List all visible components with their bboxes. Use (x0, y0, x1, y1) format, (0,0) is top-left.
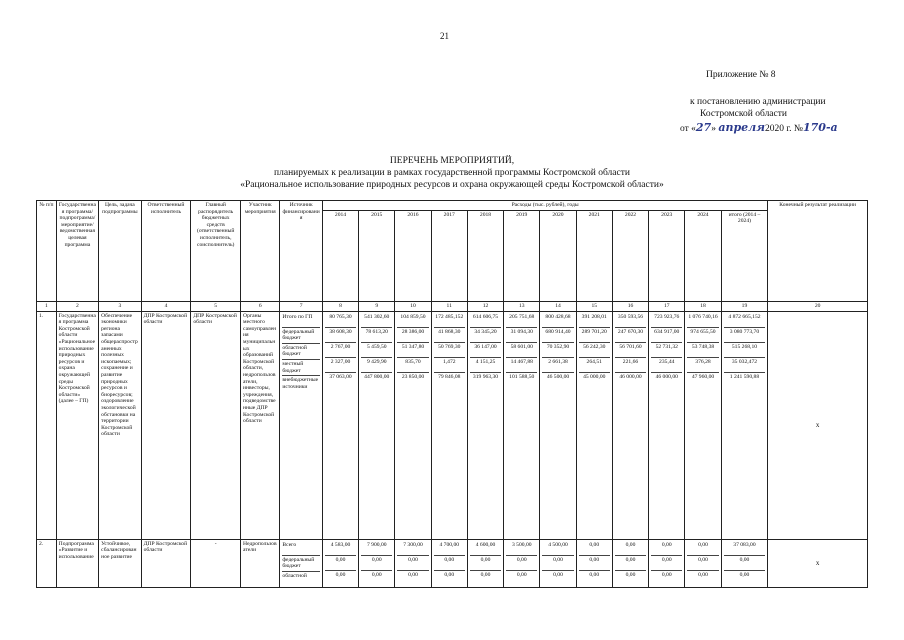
col-number: 9 (359, 302, 395, 312)
header-num: № п/п (37, 201, 57, 302)
amount-value: 101 588,50 (509, 373, 535, 380)
header-participant: Участник мероприятия (241, 201, 280, 302)
amount-value: 46 000,00 (619, 373, 642, 380)
col-number: 18 (685, 302, 721, 312)
document-program-name: «Рациональное использование природных ресурсов и охрана окружающей среды Костромской области» (240, 180, 664, 190)
amount-value: 50 769,30 (434, 343, 465, 358)
col-number: 11 (431, 302, 467, 312)
col-number: 4 (141, 302, 191, 312)
year-values (322, 311, 358, 539)
year-values (685, 311, 721, 539)
col-number: 8 (322, 302, 358, 312)
year-values (540, 311, 576, 539)
amount-value: 2 767,00 (325, 343, 356, 358)
year-header: 2017 (431, 210, 467, 301)
col-number: 12 (467, 302, 503, 312)
amount-value: 36 147,00 (470, 343, 501, 358)
amount-value: 0,00 (335, 571, 346, 578)
amount-value: 0,00 (615, 541, 646, 556)
amount-value: 391 208,01 (579, 313, 610, 328)
program-name: Подпрограмма «Развитие и использование (56, 539, 98, 587)
amount-value: 46 500,00 (546, 373, 570, 380)
amount-value: 800 428,68 (542, 313, 573, 328)
participant: Органы местного самоуправления муниципальных образований Костромской области, недропользователи, инвесторы, учреждения, подведомственные ДПР Костромской области (241, 311, 280, 539)
responsible-executor: ДПР Костромской области (141, 539, 191, 587)
budget-manager: ДПР Костромской области (191, 311, 241, 539)
funding-sources (280, 311, 322, 539)
source-label: Итого по ГП (282, 313, 319, 328)
amount-value: 0,00 (542, 556, 573, 571)
col-number: 5 (191, 302, 241, 312)
col-number: 13 (504, 302, 540, 312)
amount-value: 0,00 (651, 541, 682, 556)
participant: Недропользователи (241, 539, 280, 587)
table-row-subprogram (37, 539, 868, 587)
amount-value: 1 076 740,16 (687, 313, 718, 328)
amount-value: 247 670,30 (615, 328, 646, 343)
year-values (467, 311, 503, 539)
amount-value: 79 846,08 (438, 373, 461, 380)
amount-value: 0,00 (506, 556, 537, 571)
amount-value: 7 900,00 (361, 541, 392, 556)
document-subtitle: планируемых к реализации в рамках государственной программы Костромской области (274, 168, 630, 178)
amount-value: 37 083,00 (724, 541, 766, 556)
source-label: областной бюджет (282, 344, 319, 360)
source-label: Всего (282, 541, 319, 556)
header-responsible: Ответственный исполнитель (141, 201, 191, 302)
amount-value: 0,00 (470, 556, 501, 571)
amount-value: 0,00 (444, 571, 455, 578)
amount-value: 0,00 (397, 556, 428, 571)
activities-table (36, 200, 868, 588)
amount-value: 31 094,30 (506, 328, 537, 343)
amount-value: 0,00 (325, 556, 356, 571)
amount-value: 3 080 773,70 (724, 328, 766, 343)
amount-value: 80 765,30 (325, 313, 356, 328)
date-day: 27 (695, 121, 712, 134)
amount-value: 2 327,00 (325, 358, 356, 373)
year-values (504, 539, 540, 587)
amount-value: 680 914,40 (542, 328, 573, 343)
year-header: 2015 (359, 210, 395, 301)
amount-value: 0,00 (371, 571, 382, 578)
amount-value: 53 748,38 (687, 343, 718, 358)
program-name: Государственная программа Костромской области «Рациональное использование природных ресурсов и охрана окружающей среды Костромской области» (далее – ГП) (56, 311, 98, 539)
appendix-region: Костромской области (700, 109, 787, 119)
amount-value: 0,00 (625, 571, 636, 578)
year-header: 2023 (649, 210, 685, 301)
year-values (431, 539, 467, 587)
responsible-executor: ДПР Костромской области (141, 311, 191, 539)
header-goal: Цель, задача подпрограммы (99, 201, 141, 302)
program-goal: Обеспечение экономики региона запасами общераспространенных полезных ископаемых; сохранение и развитие природных ресурсов и биоресурсов; оздоровление экологической обстановки на территории Костромской области (99, 311, 141, 539)
result-mark: х (768, 539, 868, 587)
amount-value: 4 583,00 (325, 541, 356, 556)
amount-value: 0,00 (480, 571, 491, 578)
row-number: 1. (37, 311, 57, 539)
year-values (431, 311, 467, 539)
document-title: ПЕРЕЧЕНЬ МЕРОПРИЯТИЙ, (389, 156, 515, 166)
year-header: 2022 (612, 210, 648, 301)
amount-value: 0,00 (698, 571, 708, 578)
amount-value: 47 960,00 (691, 373, 715, 380)
year-values (359, 311, 395, 539)
year-header-total: итого (2014 – 2024) (721, 210, 768, 301)
amount-value: 58 601,00 (506, 343, 537, 358)
year-values (612, 311, 648, 539)
year-values (576, 539, 612, 587)
amount-value: 4 151,25 (470, 358, 501, 373)
amount-value: 0,00 (516, 571, 527, 578)
year-values (322, 539, 358, 587)
amount-value: 0,00 (739, 571, 750, 578)
col-number: 16 (612, 302, 648, 312)
col-number: 3 (99, 302, 141, 312)
amount-value: 4 872 665,152 (724, 313, 766, 328)
amount-value: 41 868,30 (434, 328, 465, 343)
amount-value: 45 000,00 (583, 373, 606, 380)
amount-value: 634 917,00 (651, 328, 682, 343)
result-mark: х (768, 311, 868, 539)
page-number: 21 (440, 31, 449, 41)
amount-value: 1 241 590,88 (729, 373, 760, 380)
amount-value: 264,51 (579, 358, 610, 373)
appendix-date-line (680, 121, 838, 134)
amount-value: 0,00 (361, 556, 392, 571)
table-row-program (37, 311, 868, 539)
decree-number: 170-а (802, 121, 838, 134)
year-values (504, 311, 540, 539)
amount-value: 350 593,56 (615, 313, 646, 328)
amount-value: 52 731,32 (651, 343, 682, 358)
header-expenses: Расходы (тыс. рублей), годы (322, 201, 767, 211)
col-number: 14 (540, 302, 576, 312)
amount-value: 4 700,00 (434, 541, 465, 556)
amount-value: 0,00 (408, 571, 418, 578)
amount-value: 0,00 (687, 541, 718, 556)
amount-value: 0,00 (724, 556, 766, 571)
year-values (395, 311, 431, 539)
amount-value: 289 701,20 (579, 328, 610, 343)
appendix-decree: к постановлению администрации (690, 97, 826, 107)
amount-value: 56 242,30 (579, 343, 610, 358)
source-label: местный бюджет (282, 360, 319, 376)
col-number: 1 (37, 302, 57, 312)
column-number-row (37, 302, 868, 312)
year-header: 2024 (685, 210, 721, 301)
amount-value: 0,00 (579, 556, 610, 571)
amount-value: 0,00 (661, 571, 672, 578)
amount-value: 23 850,00 (401, 373, 425, 380)
budget-manager: - (191, 539, 241, 587)
amount-value: 4 600,00 (470, 541, 501, 556)
header-source: Источник финансирования (280, 201, 322, 302)
amount-value: 515 268,10 (724, 343, 766, 358)
amount-value: 974 655,50 (687, 328, 718, 343)
col-number: 2 (56, 302, 98, 312)
col-number: 15 (576, 302, 612, 312)
amount-value: 0,00 (553, 571, 563, 578)
amount-value: 319 963,30 (472, 373, 499, 380)
amount-value: 447 800,00 (364, 373, 390, 380)
amount-value: 56 701,60 (615, 343, 646, 358)
appendix-label: Приложение № 8 (706, 70, 776, 80)
total-values (721, 311, 768, 539)
amount-value: 34 345,20 (470, 328, 501, 343)
amount-value: 0,00 (651, 556, 682, 571)
col-number: 20 (768, 302, 868, 312)
amount-value: 172 485,152 (434, 313, 465, 328)
amount-value: 78 613,20 (361, 328, 392, 343)
row-number: 2. (37, 539, 57, 587)
amount-value: 0,00 (615, 556, 646, 571)
source-label: федеральный бюджет (282, 556, 319, 572)
year-header: 2016 (395, 210, 431, 301)
amount-value: 51 347,80 (397, 343, 428, 358)
year-values (649, 311, 685, 539)
header-result: Конечный результат реализации (768, 201, 868, 302)
amount-value: 376,28 (687, 358, 718, 373)
year-header: 2014 (322, 210, 358, 301)
source-label: федеральный бюджет (282, 328, 319, 344)
amount-value: 9 429,90 (361, 358, 392, 373)
amount-value: 0,00 (687, 556, 718, 571)
amount-value: 5 459,50 (361, 343, 392, 358)
amount-value: 37 063,00 (329, 373, 352, 380)
date-month: апреля (718, 121, 765, 134)
date-year: 2020 г. № (764, 124, 803, 134)
header-program: Государственная программа/подпрограмма/мероприятие/ведомственная целевая программа (56, 201, 98, 302)
year-values (395, 539, 431, 587)
year-values (612, 539, 648, 587)
year-values (359, 539, 395, 587)
year-header: 2020 (540, 210, 576, 301)
amount-value: 7 300,00 (397, 541, 428, 556)
amount-value: 3 500,00 (506, 541, 537, 556)
amount-value: 235,44 (651, 358, 682, 373)
col-number: 10 (395, 302, 431, 312)
amount-value: 0,00 (589, 571, 600, 578)
amount-value: 614 606,75 (470, 313, 501, 328)
amount-value: 2 661,38 (542, 358, 573, 373)
source-label: внебюджетные источники (282, 377, 319, 390)
amount-value: 1,472 (434, 358, 465, 373)
total-values (721, 539, 768, 587)
amount-value: 46 000,00 (655, 373, 678, 380)
amount-value: 4 500,00 (542, 541, 573, 556)
amount-value: 835,70 (397, 358, 428, 373)
amount-value: 205 751,68 (506, 313, 537, 328)
header-row-top (37, 201, 868, 211)
year-values (540, 539, 576, 587)
amount-value: 723 923,76 (651, 313, 682, 328)
amount-value: 221,66 (615, 358, 646, 373)
amount-value: 14 467,88 (506, 358, 537, 373)
year-values (467, 539, 503, 587)
amount-value: 28 386,00 (397, 328, 428, 343)
year-header: 2018 (467, 210, 503, 301)
amount-value: 38 608,30 (325, 328, 356, 343)
col-number: 19 (721, 302, 768, 312)
date-mid: » (711, 124, 716, 134)
col-number: 7 (280, 302, 322, 312)
program-goal: Устойчивое, сбалансированное развитие (99, 539, 141, 587)
amount-value: 0,00 (434, 556, 465, 571)
source-label: областной (282, 572, 307, 579)
year-values (685, 539, 721, 587)
col-number: 17 (649, 302, 685, 312)
amount-value: 0,00 (579, 541, 610, 556)
amount-value: 541 302,60 (361, 313, 392, 328)
amount-value: 70 352,90 (542, 343, 573, 358)
year-header: 2019 (504, 210, 540, 301)
col-number: 6 (241, 302, 280, 312)
year-values (576, 311, 612, 539)
header-manager: Главный распорядитель бюджетных средств (ответственный исполнитель, соисполнитель) (191, 201, 241, 302)
amount-value: 104 859,50 (397, 313, 428, 328)
amount-value: 35 032,472 (724, 358, 766, 373)
year-header: 2021 (576, 210, 612, 301)
funding-sources (280, 539, 322, 587)
year-values (649, 539, 685, 587)
date-prefix: от « (680, 124, 696, 134)
